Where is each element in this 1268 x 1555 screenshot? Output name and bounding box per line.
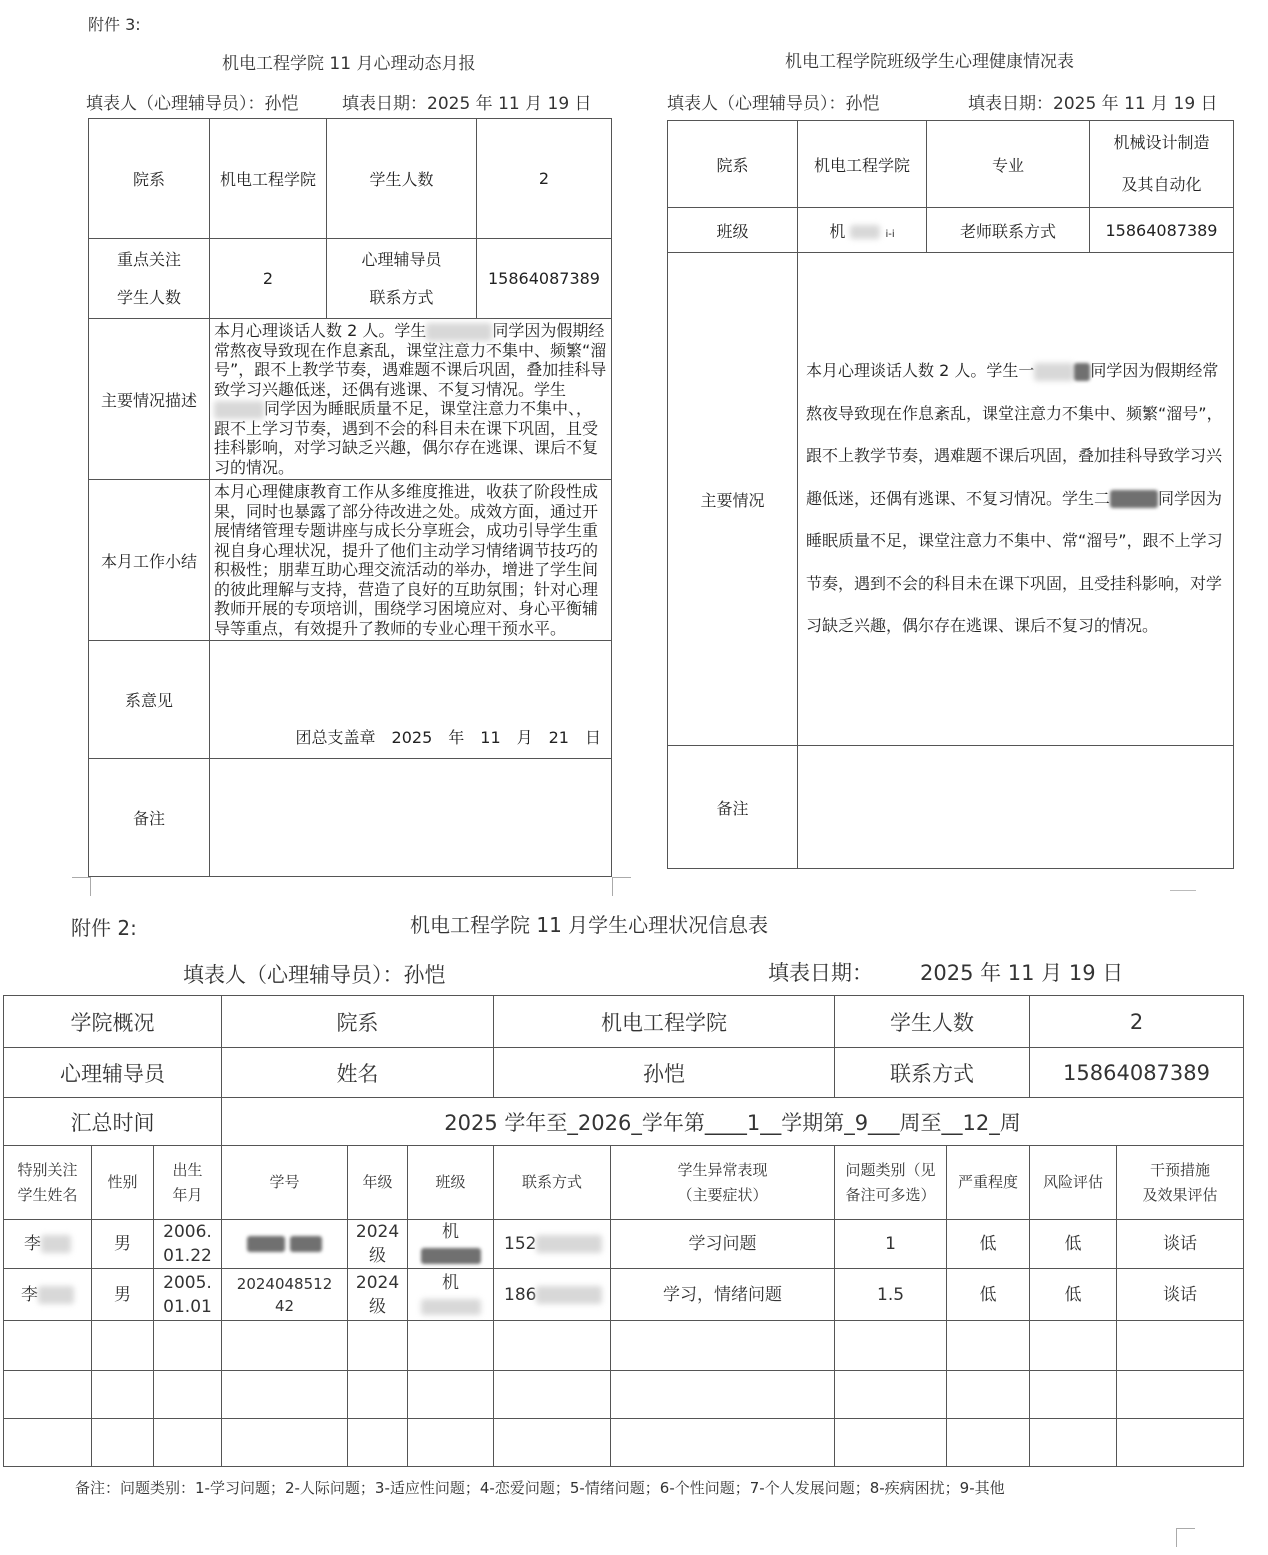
row-name: [4, 1220, 92, 1269]
row-id-head: 2024048512: [236, 1274, 333, 1293]
header-measure-1: 干预措施: [1150, 1160, 1211, 1179]
class-major-label: 专业: [927, 121, 1090, 208]
header-category-1: 问题类别（见: [845, 1160, 936, 1179]
annex3-phone: 15864087389: [477, 239, 612, 319]
redacted-class: [850, 225, 880, 239]
row-student-id: [222, 1220, 348, 1269]
row-student-id: [222, 1269, 348, 1321]
header-birth-2: 年月: [172, 1185, 203, 1204]
annex3-opinion-label: 系意见: [89, 641, 210, 759]
annex3-situation-text: [210, 319, 612, 480]
row-class-text: 机: [442, 1222, 460, 1242]
table-row-empty: [4, 1321, 1244, 1371]
row-symptom: 学习问题: [611, 1220, 835, 1269]
period-label: 汇总时间: [4, 1098, 222, 1146]
row-grade: [348, 1269, 408, 1321]
redacted-phone: [536, 1235, 602, 1253]
row-category: 1: [835, 1220, 947, 1269]
counselor-phone: 15864087389: [1030, 1048, 1244, 1098]
row-id-tail: 42: [274, 1296, 295, 1315]
annex3-dept-label: 院系: [89, 119, 210, 239]
header-category-2: 备注可多选）: [845, 1185, 936, 1204]
row-birth-1: 2005.: [163, 1272, 212, 1293]
annex3-counselor-label: [327, 239, 477, 319]
annex3-summary-text: 本月心理健康教育工作从多维度推进，收获了阶段性成果，同时也暴露了部分待改进之处。成效方面，通过开展情绪管理专题讲座与成长分享班会，成功引导学生重视自身心理状况，提升了他们主动学习情绪调节技巧的积极性；朋辈互助心理交流活动的举办，增进了学生间的彼此理解与支持，营造了良好的互助氛围；针对心理教师开展的专项培训，围绕学习困境应对、身心平衡辅导等重点，有效提升了教师的专业心理干预水平。: [210, 480, 612, 641]
header-category: [835, 1146, 947, 1220]
annex3-situation-text-a: 本月心理谈话人数 2 人。学生: [214, 321, 427, 340]
annex2-label: 附件 2:: [71, 916, 137, 940]
row-category: 1.5: [835, 1269, 947, 1321]
row-birth-2: 01.01: [163, 1296, 212, 1317]
redacted-class: [421, 1248, 481, 1264]
overview-dept-label: 院系: [222, 996, 494, 1048]
crop-mark: [612, 877, 631, 896]
class-form-filler: 填表人（心理辅导员）：孙恺: [667, 94, 880, 114]
class-class-prefix: 机: [829, 221, 846, 241]
header-measure: [1117, 1146, 1244, 1220]
counselor-name-label: 姓名: [222, 1048, 494, 1098]
class-form-date: 填表日期：2025 年 11 月 19 日: [968, 94, 1218, 114]
class-situation-text-c: 同学因为睡眠质量不足，课堂注意力不集中、常“溜号”，跟不上学习节奏，遇到不会的科目未在课下巩固，且受挂科影响，对学习缺乏兴趣，偶尔存在逃课、课后不复习的情况。: [806, 488, 1223, 636]
redacted-name: [426, 323, 492, 341]
class-remark-label: 备注: [668, 746, 798, 869]
row-grade-2: 级: [369, 1296, 387, 1317]
annex3-situation-text-c: 同学因为睡眠质量不足，课堂注意力不集中、，跟不上学习节奏，遇到不会的科目未在课下巩固，且受挂科影响，对学习缺乏兴趣，偶尔存在逃课、课后不复习的情况。: [214, 399, 599, 477]
header-class: 班级: [408, 1146, 494, 1220]
row-class: [408, 1269, 494, 1321]
class-form-table: [667, 120, 1234, 869]
header-grade: 年级: [348, 1146, 408, 1220]
row-symptom: 学习，情绪问题: [611, 1269, 835, 1321]
annex3-title: 机电工程学院 11 月心理动态月报: [222, 54, 476, 74]
row-birth-2: 01.22: [163, 1246, 212, 1266]
row-contact-text: 152: [504, 1234, 537, 1254]
row-class-text: 机: [442, 1272, 460, 1293]
overview-count-value: 2: [1030, 996, 1244, 1048]
row-risk: 低: [1030, 1220, 1117, 1269]
class-teacher-label: 老师联系方式: [927, 208, 1090, 253]
header-name-1: 特别关注: [17, 1160, 78, 1179]
crop-mark: [1176, 1528, 1195, 1547]
class-situation-text: [798, 253, 1234, 746]
class-major-value: [1090, 121, 1234, 208]
header-student-id: 学号: [222, 1146, 348, 1220]
class-dept-label: 院系: [668, 121, 798, 208]
row-grade-1: 2024: [355, 1272, 400, 1293]
redacted-phone: [536, 1286, 602, 1304]
crop-mark: [72, 877, 91, 896]
header-name-2: 学生姓名: [17, 1185, 78, 1204]
row-gender: 男: [92, 1220, 154, 1269]
header-birth: [154, 1146, 222, 1220]
header-birth-1: 出生: [172, 1160, 203, 1179]
redacted-name: [1110, 490, 1158, 508]
annex3-label: 附件 3:: [88, 15, 141, 34]
overview-count-label: 学生人数: [835, 996, 1030, 1048]
class-class-label: 班级: [668, 208, 798, 253]
row-grade-2: 级: [369, 1246, 387, 1266]
annex3-focus-value: 2: [210, 239, 327, 319]
row-grade: [348, 1220, 408, 1269]
header-contact: 联系方式: [494, 1146, 611, 1220]
table-row-empty: [4, 1419, 1244, 1467]
annex3-focus-label: [89, 239, 210, 319]
row-measure: 谈话: [1117, 1220, 1244, 1269]
class-class-tail: i-i: [885, 228, 895, 240]
annex3-remark-label: 备注: [89, 759, 210, 877]
period-text: 2025 学年至_2026_学年第____1__学期第_9___周至__12_周: [222, 1098, 1244, 1146]
overview-dept-value: 机电工程学院: [494, 996, 835, 1048]
annex3-date: 填表日期：2025 年 11 月 19 日: [342, 94, 592, 114]
redacted-name: [214, 401, 264, 419]
annex3-opinion-cell: [210, 641, 612, 759]
annex3-table: [88, 118, 612, 877]
annex3-count-value: 2: [477, 119, 612, 239]
row-grade-1: 2024: [355, 1222, 400, 1242]
annex3-focus-label-2: 学生人数: [116, 287, 181, 307]
class-situation-text-b: 同学因为假期经常熬夜导致现在作息紊乱，课堂注意力不集中、频繁“溜号”，跟不上教学节奏，遇难题不课后巩固，叠加挂科导致学习兴趣低迷，还偶有逃课、不复习情况。学生二: [806, 361, 1223, 508]
annex3-focus-label-1: 重点关注: [116, 249, 181, 269]
annex2-title: 机电工程学院 11 月学生心理状况信息表: [410, 913, 769, 937]
row-severity: 低: [947, 1269, 1030, 1321]
class-major-value-2: 及其自动化: [1121, 175, 1202, 194]
row-name: [4, 1269, 92, 1321]
header-gender: 性别: [92, 1146, 154, 1220]
header-symptom: [611, 1146, 835, 1220]
redacted-name: [38, 1286, 74, 1304]
row-contact-text: 186: [504, 1284, 537, 1305]
annex3-filler: 填表人（心理辅导员）：孙恺: [86, 94, 299, 114]
header-symptom-2: （主要症状）: [677, 1185, 768, 1204]
header-symptom-1: 学生异常表现: [677, 1160, 768, 1179]
annex2-table: [3, 995, 1244, 1467]
table-row: [4, 1220, 1244, 1269]
row-contact: [494, 1220, 611, 1269]
row-risk: 低: [1030, 1269, 1117, 1321]
row-name-text: 李: [24, 1234, 41, 1254]
redacted-name: [1034, 363, 1074, 381]
class-phone: 15864087389: [1090, 208, 1234, 253]
row-name-text: 李: [21, 1284, 38, 1305]
annex3-counselor-label-2: 联系方式: [369, 287, 434, 307]
class-situation-label: 主要情况: [668, 253, 798, 746]
annex3-seal-text: 团总支盖章 2025 年 11 月 21 日: [295, 728, 601, 747]
header-severity: 严重程度: [947, 1146, 1030, 1220]
annex3-situation-text-b: 同学因为假期经常熬夜导致现在作息紊乱，课堂注意力不集中、频繁“溜号”，跟不上教学节奏，遇难题不课后巩固，叠加挂科导致学习兴趣低迷，还偶有逃课、不复习情况。学生: [214, 321, 607, 399]
counselor-label: 心理辅导员: [4, 1048, 222, 1098]
redacted-name: [1074, 363, 1090, 381]
redacted-class: [421, 1299, 481, 1315]
class-dept-value: 机电工程学院: [798, 121, 927, 208]
class-form-title: 机电工程学院班级学生心理健康情况表: [785, 52, 1074, 72]
table-row-empty: [4, 1371, 1244, 1419]
annex2-date-value: 2025 年 11 月 19 日: [920, 961, 1124, 985]
annex3-count-label: 学生人数: [327, 119, 477, 239]
redacted-id: [290, 1236, 322, 1252]
row-measure: 谈话: [1117, 1269, 1244, 1321]
row-class: [408, 1220, 494, 1269]
header-risk: 风险评估: [1030, 1146, 1117, 1220]
row-severity: 低: [947, 1220, 1030, 1269]
redacted-name: [41, 1235, 71, 1253]
row-gender: 男: [92, 1269, 154, 1321]
annex2-note: 备注：问题类别：1-学习问题；2-人际问题；3-适应性问题；4-恋爱问题；5-情绪问题；6-个性问题；7-个人发展问题；8-疾病困扰；9-其他: [75, 1479, 1005, 1497]
annex3-situation-label: 主要情况描述: [89, 319, 210, 480]
class-remark-cell: [798, 746, 1234, 869]
annex3-dept-value: 机电工程学院: [210, 119, 327, 239]
annex2-date-label: 填表日期：: [768, 961, 873, 985]
annex3-remark-cell: [210, 759, 612, 877]
overview-label: 学院概况: [4, 996, 222, 1048]
row-birth: [154, 1269, 222, 1321]
row-birth-1: 2006.: [163, 1222, 212, 1242]
header-measure-2: 及效果评估: [1142, 1185, 1218, 1204]
table-row: [4, 1269, 1244, 1321]
class-major-value-1: 机械设计制造: [1113, 133, 1210, 152]
row-contact: [494, 1269, 611, 1321]
row-birth: [154, 1220, 222, 1269]
crop-mark: [1170, 890, 1196, 891]
header-name: [4, 1146, 92, 1220]
annex3-summary-label: 本月工作小结: [89, 480, 210, 641]
class-situation-text-a: 本月心理谈话人数 2 人。学生一: [806, 361, 1035, 381]
counselor-contact-label: 联系方式: [835, 1048, 1030, 1098]
counselor-name-value: 孙恺: [494, 1048, 835, 1098]
redacted-id: [247, 1236, 285, 1252]
class-class-value: [798, 208, 927, 253]
annex2-filler: 填表人（心理辅导员）：孙恺: [183, 963, 446, 987]
annex3-counselor-label-1: 心理辅导员: [361, 249, 442, 269]
